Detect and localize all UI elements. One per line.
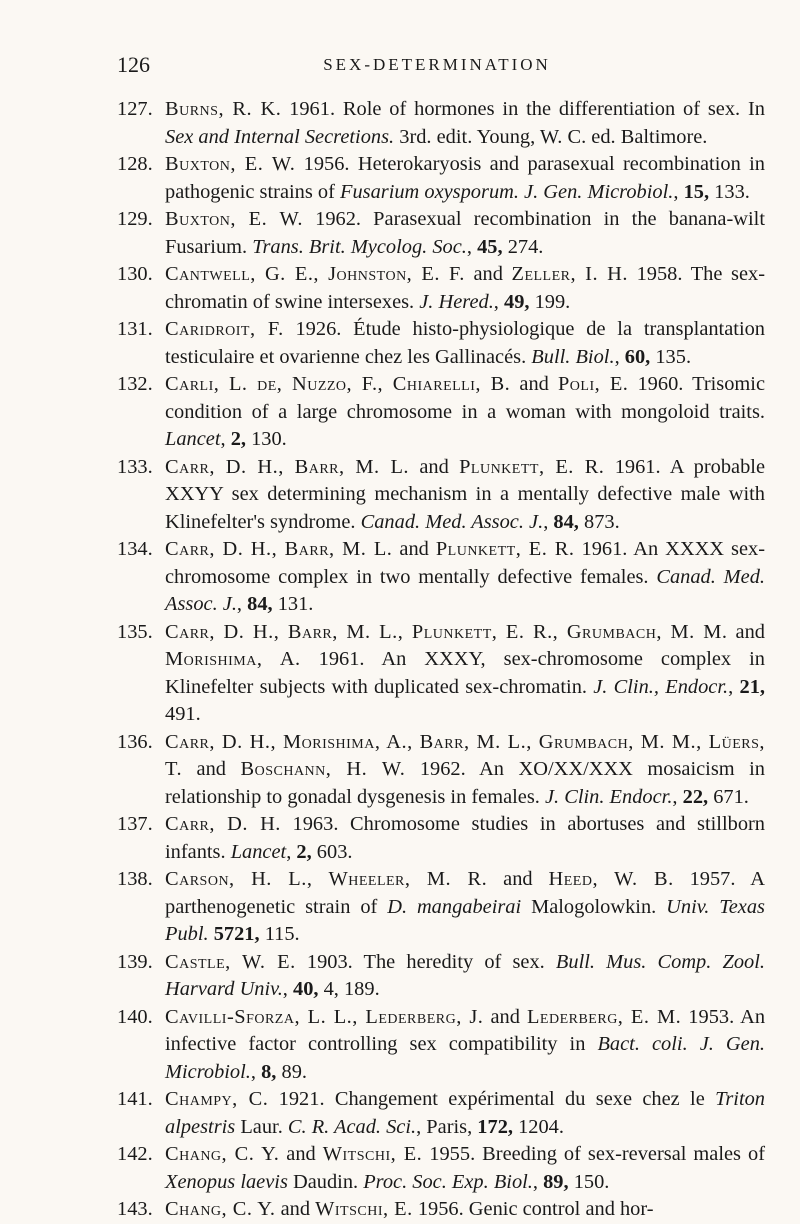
reference-text: 199. <box>529 290 571 313</box>
reference-entry <box>117 1141 765 1196</box>
reference-text: , <box>543 510 554 533</box>
reference-text: , <box>466 235 478 258</box>
reference-text: 1963. Chromosome studies in abortuses and stillborn infants. <box>165 813 766 863</box>
reference-text: Chang, C. Y. <box>165 1143 280 1165</box>
reference-text: Proc. Soc. Exp. Biol. <box>363 1170 533 1193</box>
reference-text: Carr, D. H., Morishima, A., Barr, M. L., Grumbach, M. M., Lüers, T. <box>165 730 765 780</box>
reference-text: Bull. Biol. <box>531 345 615 368</box>
reference-text: , <box>236 593 248 615</box>
reference-text: Carli, L. de, Nuzzo, F., Chiarelli, B. <box>165 373 511 395</box>
reference-text: 1961. An XXXY, sex-chromosome complex in Klinefelter subjects with duplicated sex-chromatin. <box>165 648 765 698</box>
reference-text: Sex and Internal Secretions. <box>165 125 395 148</box>
reference-text: , <box>673 180 684 203</box>
reference-number: 128. <box>117 153 153 175</box>
reference-number: 143. <box>117 1198 153 1220</box>
reference-text: , <box>286 840 297 863</box>
reference-text: 1958. The sex-chromatin of swine intersexes. <box>165 263 765 313</box>
reference-text: Laur. <box>235 1115 288 1138</box>
reference-text: 1961. A probable XXYY sex determining mechanism in a mentally defective male with Klinefelter's syndrome. <box>165 455 766 533</box>
reference-text: Lederberg, E. M. <box>526 1005 682 1028</box>
reference-text: , Paris, <box>416 1115 478 1138</box>
reference-text: 491. <box>165 703 201 725</box>
reference-text: 873. <box>578 510 620 533</box>
reference-text: and <box>487 868 549 890</box>
reference-text: Malogolowkin. <box>521 895 667 918</box>
reference-number: 130. <box>117 263 153 285</box>
reference-text: 274. <box>502 235 544 258</box>
reference-text: Plunkett, E. R. <box>435 538 575 560</box>
reference-text: , <box>493 290 504 313</box>
reference-text: Carson, H. L., Wheeler, M. R. <box>165 868 488 890</box>
reference-text: 49, <box>504 290 530 313</box>
reference-text: J. Hered. <box>419 290 494 313</box>
reference-text: J. Clin., Endocr. <box>593 675 729 698</box>
reference-text: Lancet <box>230 840 287 863</box>
reference-text: Canad. Med. Assoc. J. <box>360 510 544 533</box>
reference-text: 40, <box>293 978 319 1000</box>
reference-text: Xenopus laevis <box>165 1170 288 1193</box>
reference-entry <box>117 536 765 619</box>
reference-number: 133. <box>117 455 153 478</box>
reference-text: Lancet <box>165 428 221 450</box>
reference-text: and <box>279 1143 323 1165</box>
reference-text: 2, <box>230 428 246 450</box>
reference-text: Carr, D. H., Barr, M. L. <box>165 538 393 560</box>
reference-text: Univ. Texas Publ. <box>165 895 765 945</box>
reference-text: 89, <box>543 1170 569 1193</box>
reference-text: Canad. Med. Assoc. J. <box>165 565 765 615</box>
reference-number: 137. <box>117 813 153 835</box>
reference-text: Castle, W. E. <box>165 950 296 973</box>
reference-number: 135. <box>117 620 153 643</box>
reference-text: Buxton, E. W. <box>165 208 303 230</box>
reference-text: Morishima, A. <box>165 648 301 670</box>
reference-text: and <box>727 620 765 643</box>
reference-entry <box>117 619 765 729</box>
reference-text: 1956. Genic control and hor- <box>412 1198 654 1220</box>
page-header <box>117 52 757 88</box>
reference-text: 115. <box>259 923 300 945</box>
reference-text: , <box>532 1170 544 1193</box>
reference-text: 130. <box>246 428 287 450</box>
reference-text: , <box>672 785 683 808</box>
reference-text: 15, <box>683 180 710 203</box>
reference-entry <box>117 866 765 949</box>
reference-text: 4, 189. <box>318 978 380 1000</box>
reference-number: 138. <box>117 868 153 890</box>
reference-entry <box>117 316 765 371</box>
reference-entry <box>117 729 765 812</box>
reference-text: 172, <box>477 1115 513 1138</box>
reference-text: 131. <box>272 593 314 615</box>
reference-text: Carr, D. H., Barr, M. L. <box>165 455 410 478</box>
reference-text: 21, <box>739 675 765 698</box>
reference-text: 1204. <box>512 1115 564 1138</box>
reference-text: Cantwell, G. E., Johnston, E. F. <box>165 263 465 285</box>
reference-text: 22, <box>682 785 709 808</box>
reference-text: 1903. The heredity of sex. <box>295 950 556 973</box>
reference-text: Plunkett, E. R. <box>459 455 605 478</box>
reference-text: 135. <box>650 345 692 368</box>
reference-text: Poli, E. <box>557 373 629 395</box>
running-head: SEX-DETERMINATION <box>323 55 551 74</box>
reference-text: and <box>483 1005 527 1028</box>
reference-text: Heed, W. B. <box>548 868 674 890</box>
reference-number: 132. <box>117 373 153 395</box>
reference-entry <box>117 1086 765 1141</box>
reference-text: 84, <box>553 510 579 533</box>
reference-text: Boschann, H. W. <box>240 758 406 780</box>
reference-text: 1961. Role of hormones in the differentiation of sex. In <box>281 98 765 120</box>
reference-entry <box>117 261 765 316</box>
reference-text: 1962. Parasexual recombination in the banana-wilt Fusarium. <box>165 208 765 258</box>
reference-text: 1955. Breeding of sex-reversal males of <box>422 1143 765 1165</box>
reference-text: Chang, C. Y. <box>165 1198 276 1220</box>
reference-text: 1961. An XXXX sex-chromosome complex in two mentally defective females. <box>165 538 765 588</box>
reference-text: 2, <box>296 840 312 863</box>
reference-number: 127. <box>117 98 153 120</box>
reference-entry <box>117 811 765 866</box>
reference-text: 1953. An infective factor controlling sex compatibility in <box>165 1005 766 1055</box>
reference-text: 5721, <box>213 923 260 945</box>
reference-text: 45, <box>477 235 503 258</box>
reference-text: 1926. Étude histo-physiologique de la transplantation testiculaire et ovarienne chez les Gallinacés. <box>165 318 765 368</box>
reference-text: 8, <box>261 1060 277 1083</box>
reference-text: Triton alpestris <box>165 1088 765 1138</box>
reference-text: Witschi, E. <box>315 1198 413 1220</box>
reference-entry <box>117 1196 765 1224</box>
reference-text: 89. <box>276 1060 307 1083</box>
reference-text: 1962. An XO/XX/XXX mosaicism in relationship to gonadal dysgenesis in females. <box>165 758 765 808</box>
reference-list <box>117 96 765 1224</box>
reference-number: 142. <box>117 1143 153 1165</box>
reference-text: Fusarium oxysporum. J. Gen. Microbiol. <box>339 180 674 203</box>
reference-text: and <box>464 263 512 285</box>
reference-number: 140. <box>117 1005 153 1028</box>
reference-text: Bact. coli. J. Gen. Microbiol. <box>165 1033 765 1083</box>
reference-text: J. Clin. Endocr. <box>544 785 673 808</box>
reference-number: 134. <box>117 538 153 560</box>
reference-text: Caridroit, F. <box>165 318 284 340</box>
reference-text: and <box>182 758 241 780</box>
reference-text: , <box>250 1060 262 1083</box>
reference-text: Buxton, E. W. <box>165 153 296 175</box>
reference-text: Cavilli-Sforza, L. L., Lederberg, J. <box>165 1005 484 1028</box>
reference-text: , <box>220 428 231 450</box>
reference-text: and <box>510 373 558 395</box>
reference-text: Burns, R. K. <box>165 98 282 120</box>
reference-number: 131. <box>117 318 153 340</box>
reference-text: 671. <box>708 785 749 808</box>
reference-text: , <box>282 978 293 1000</box>
reference-text: 3rd. edit. Young, W. C. ed. Baltimore. <box>394 125 708 148</box>
reference-text: and <box>275 1198 316 1220</box>
reference-text: 84, <box>247 593 273 615</box>
page-number: 126 <box>117 52 150 77</box>
reference-entry <box>117 96 765 151</box>
reference-number: 136. <box>117 730 153 753</box>
reference-entry <box>117 206 765 261</box>
reference-text: 1960. Trisomic condition of a large chromosome in a woman with mongoloid traits. <box>165 373 765 423</box>
reference-text: and <box>409 455 460 478</box>
reference-text: Carr, D. H., Barr, M. L., Plunkett, E. R., Grumbach, M. M. <box>165 620 728 643</box>
reference-text: Carr, D. H. <box>165 813 281 835</box>
reference-text: C. R. Acad. Sci. <box>287 1115 417 1138</box>
reference-text: 1957. A parthenogenetic strain of <box>165 868 765 918</box>
reference-text: Daudin. <box>287 1170 364 1193</box>
reference-text: 150. <box>568 1170 610 1193</box>
reference-text: 60, <box>624 345 651 368</box>
reference-entry <box>117 1004 765 1087</box>
reference-text: 1956. Heterokaryosis and parasexual recombination in pathogenic strains of <box>165 153 765 203</box>
reference-number: 129. <box>117 208 153 230</box>
reference-text: Bull. Mus. Comp. Zool. Harvard Univ. <box>165 950 765 1000</box>
reference-text: , <box>614 345 625 368</box>
reference-text: Champy, C. <box>165 1088 269 1110</box>
reference-entry <box>117 949 765 1004</box>
reference-text: 133. <box>709 180 750 203</box>
reference-entry <box>117 151 765 206</box>
reference-text: Trans. Brit. Mycolog. Soc. <box>252 235 467 258</box>
reference-number: 141. <box>117 1088 153 1110</box>
reference-number: 139. <box>117 950 153 973</box>
reference-text: Witschi, E. <box>322 1143 423 1165</box>
reference-text: 1921. Changement expérimental du sexe chez le <box>268 1088 716 1110</box>
reference-text: and <box>392 538 436 560</box>
reference-text: 603. <box>311 840 353 863</box>
reference-entry <box>117 454 765 537</box>
reference-text: Zeller, I. H. <box>511 263 628 285</box>
reference-text: , <box>728 675 740 698</box>
reference-entry <box>117 371 765 454</box>
reference-text: D. mangabeirai <box>387 895 522 918</box>
